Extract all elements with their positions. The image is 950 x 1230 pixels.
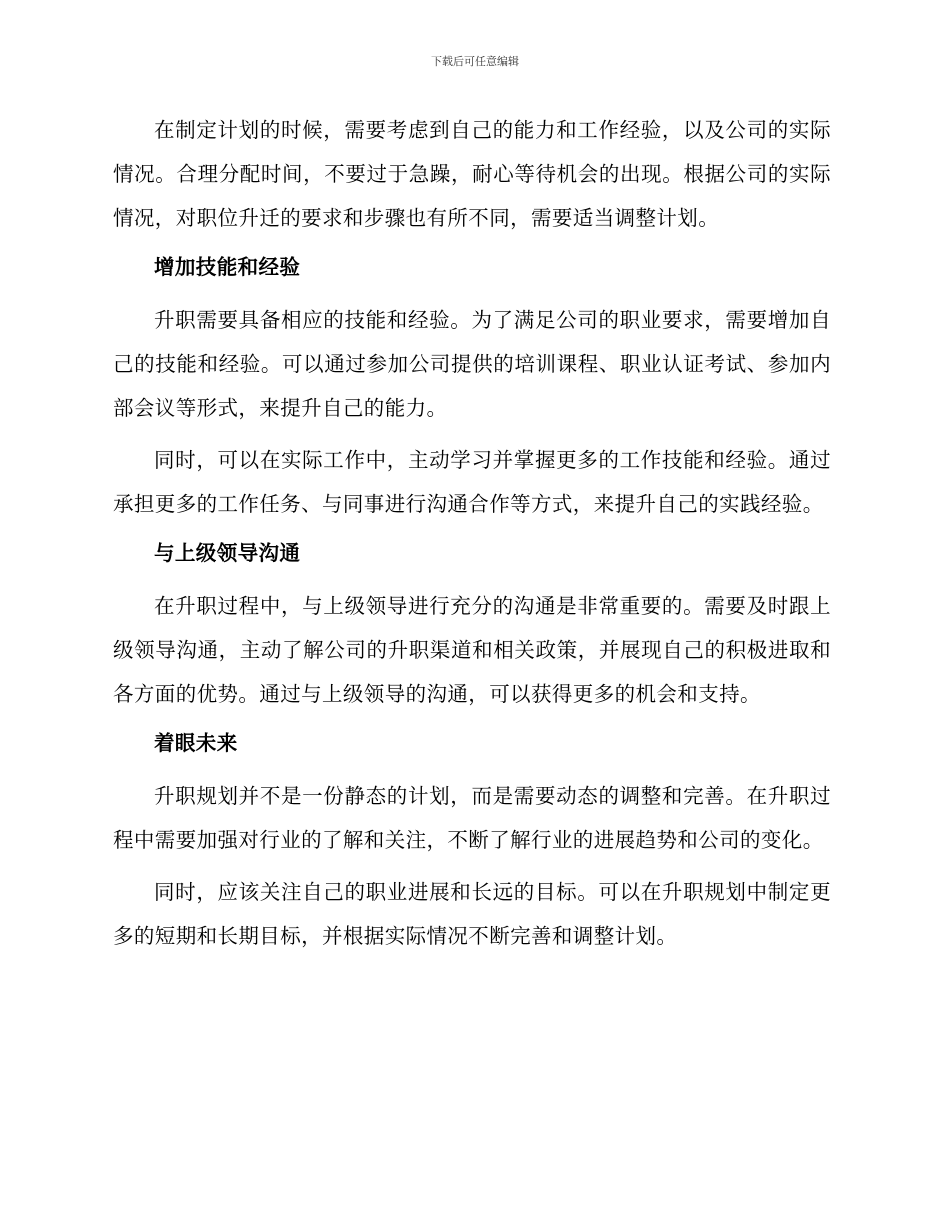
paragraph: 在升职过程中，与上级领导进行充分的沟通是非常重要的。需要及时跟上级领导沟通，主动了解公司的升职渠道和相关政策，并展现自己的积极进取和各方面的优势。通过与上级领导的沟通，可以获得更多的机会和支持。 (113, 594, 831, 706)
section-heading-skills: 增加技能和经验 (154, 255, 301, 279)
paragraph: 升职规划并不是一份静态的计划，而是需要动态的调整和完善。在升职过程中需要加强对行业的了解和关注，不断了解行业的进展趋势和公司的变化。 (113, 784, 831, 852)
paragraph: 同时，应该关注自己的职业进展和长远的目标。可以在升职规划中制定更多的短期和长期目标，并根据实际情况不断完善和调整计划。 (113, 880, 831, 948)
header-note: 下载后可任意编辑 (431, 55, 519, 68)
paragraph: 在制定计划的时候，需要考虑到自己的能力和工作经验，以及公司的实际情况。合理分配时间，不要过于急躁，耐心等待机会的出现。根据公司的实际情况，对职位升迁的要求和步骤也有所不同，需要适当调整计划。 (113, 118, 831, 230)
section-heading-future: 着眼未来 (154, 731, 238, 755)
paragraph: 升职需要具备相应的技能和经验。为了满足公司的职业要求，需要增加自己的技能和经验。可以通过参加公司提供的培训课程、职业认证考试、参加内部会议等形式，来提升自己的能力。 (113, 308, 831, 420)
paragraph: 同时，可以在实际工作中，主动学习并掌握更多的工作技能和经验。通过承担更多的工作任务、与同事进行沟通合作等方式，来提升自己的实践经验。 (113, 448, 831, 516)
section-heading-communication: 与上级领导沟通 (154, 541, 301, 565)
document-body (113, 108, 831, 958)
